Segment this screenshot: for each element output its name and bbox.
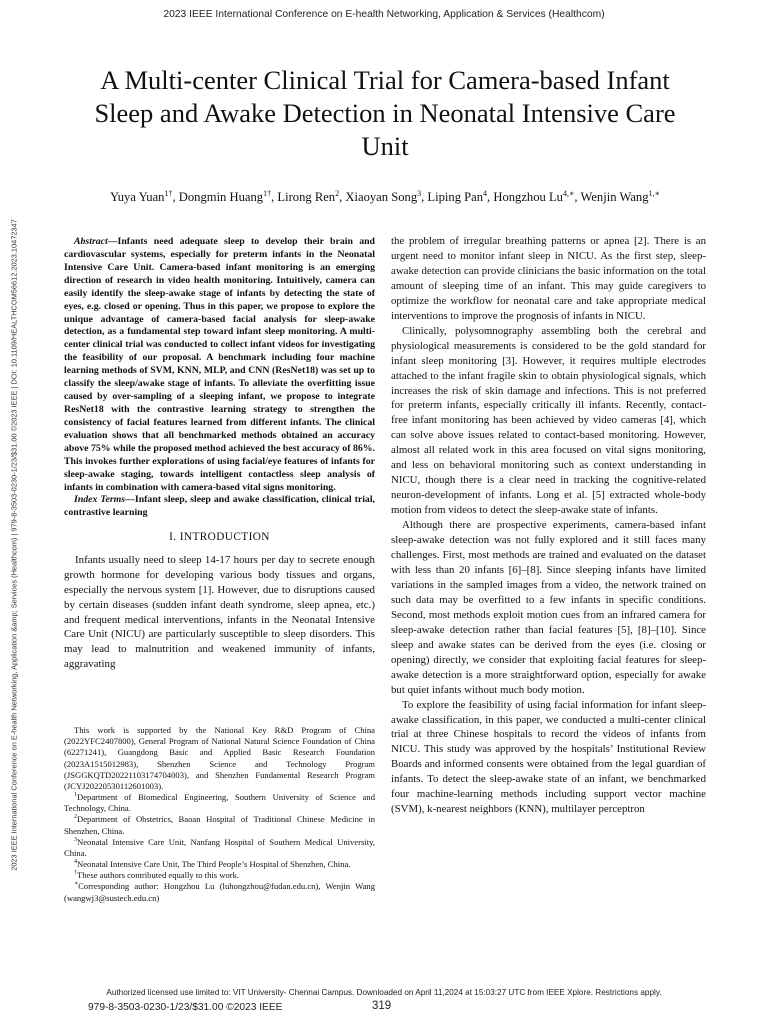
index-terms-label: Index Terms [74,494,126,506]
footnote-affiliation [64,859,375,870]
footnote-mark: ∗ [74,881,79,888]
footnote-text: This work is supported by the National Key R&D Program of China (2022YFC2407800), General Program of National Natural Science Foundation of China (62271241), Guangdong Basic and Applied Basic Research Foundation (2023A1515012983), Shenzhen Science and Technology Program (JSGGKQTD20221103174704003), and Shenzhen Fundamental Research Program (JCYJ20220530112601003). [64,725,375,791]
footnote-mark: 4 [74,859,77,866]
author-name: Xiaoyan Song [345,190,418,205]
footnote-text: These authors contributed equally to this work. [77,870,240,881]
author-affiliation: 1,∗ [648,189,660,198]
footnote-funding [64,725,375,792]
abstract [64,236,375,494]
author-affiliation: 3 [417,189,422,198]
isbn-footer: 979-8-3503-0230-1/23/$31.00 ©2023 IEEE [88,1002,283,1013]
footnote-affiliation [64,792,375,814]
footnote-affiliation [64,814,375,836]
footnote-mark: † [74,870,77,877]
footnote-mark: 2 [74,814,77,821]
paper-title: A Multi-center Clinical Trial for Camera-based Infant Sleep and Awake Detection in Neonatal Intensive Care Unit [94,65,676,162]
author-affiliation: 1† [164,189,173,198]
conference-header: 2023 IEEE International Conference on E-health Networking, Application & Services (Healthcom) [163,9,605,20]
author-affiliation: 4 [483,189,488,198]
page-number: 319 [372,1000,392,1012]
index-terms-text: —Infant sleep, sleep and awake classification, clinical trial, contrastive learning [64,494,375,519]
footnote-corresponding [64,881,375,903]
license-footer: Authorized licensed use limited to: VIT University- Chennai Campus. Downloaded on April 11,2024 at 15:03:27 UTC from IEEE Xplore. Restrictions apply. [106,988,662,997]
author-name: Yuya Yuan [110,190,165,205]
abstract-label: Abstract [74,236,108,247]
author-affiliation: 4,∗ [562,189,575,198]
footnote-mark: 3 [74,836,77,843]
footnote-equal-contribution [64,870,375,881]
index-terms [64,494,375,520]
author-affiliation: 1† [263,189,272,198]
footnotes [64,725,375,904]
footnote-text: Department of Obstetrics, Baoan Hospital of Traditional Chinese Medicine in Shenzhen, China. [64,814,375,836]
side-margin-doi [4,140,24,950]
body-paragraph: Clinically, polysomnography assembling both the cerebral and physiological measurements is considered to be the gold standard for infant sleep monitoring [3]. However, it requires multiple electrodes attached to the infant fragile skin to obtain physiological signals, which increases the risk of skin damage and infections. This is not preferred for preterm infants, especially critically ill infants. Recently, contact-free infant monitoring has been achieved by video cameras [4], which can solve above issues related to contact-based monitoring. However, almost all related work in this area focused on vital signs monitoring, and less on behavioral monitoring such as context understanding in NICU, though there is a clear need in tracking the cognitive-related neuron-development of infants. Long et al. [5] extracted whole-body motion from videos to detect the sleep-awake state of infants. [391,324,706,517]
author-name: Hongzhou Lu [493,190,563,205]
side-doi-text: 2023 IEEE International Conference on E-health Networking, Application &amp; Services (Healthcom) | 979-8-3503-0230-1/23/$31.00 ©2023 IEEE | DOI: 10.1109/HEALTHCOM56612.2023.10472347 [9,219,19,871]
footnote-text: Neonatal Intensive Care Unit, The Third People’s Hospital of Shenzhen, China. [77,859,351,870]
footnote-text: Department of Biomedical Engineering, Southern University of Science and Technology, China. [64,792,375,814]
footnote-text: Neonatal Intensive Care Unit, Nanfang Hospital of Southern Medical University, China. [64,836,375,858]
intro-paragraph: Infants usually need to sleep 14-17 hours per day to secrete enough growth hormone for developing various body tissues and organs, especially the nervous system [1]. However, due to disruptions caused by certain diseases (sudden infant death syndrome, sleep apnea, etc.) and frequent medical interventions, infants in the Neonatal Intensive Care Unit (NICU) are particularly susceptible to sleep disorders. This may lead to malnutrition and weakened immunity of infants, aggravating [64,553,375,671]
body-paragraph: To explore the feasibility of using facial information for infant sleep-awake classification, in this paper, we conducted a multi-center clinical trial at three Chinese hospitals to record the videos of infants from NICU. This study was approved by the hospitals’ Institutional Review Boards and informed consents were obtained from the legal guardian of infants. To detect the sleep-awake state of an infant, we benchmarked four machine-learning methods including support vector machine (SVM), k-nearest neighbors (KNN), multilayer perceptron [391,698,706,816]
author-name: Wenjin Wang [580,190,649,205]
section-heading-introduction: I. INTRODUCTION [169,531,270,544]
author-name: Dongmin Huang [178,190,264,205]
left-column [64,236,375,672]
author-list: Yuya Yuan$^{1\dagger}$, Dongmin Huang$^{1\dagger}$, Lirong Ren$^2$, Xiaoyan Song$^3$, Liping Pan$^4$, Hongzhou $Lu^{4,∗}$, Wenjin Wang$^{1,∗}$ [110,189,660,205]
right-column [391,234,706,817]
author-name: Liping Pan [427,190,484,205]
footnote-affiliation [64,837,375,859]
body-paragraph: Although there are prospective experiments, camera-based infant sleep-awake detection was not fully explored and it still faces many challenges. First, most methods are trained and evaluated on the dataset with less than 20 infants [6]–[8]. Since sleeping infants have limited variations in the sampled images from a video, the network trained on such data may be overfitted to a few infants in specific conditions. Second, most methods exploit motion cues from an infrared camera for sleep-awake detection rather than facial features [5], [8]–[10]. Since sleep and awake states can be derived from the eyes (i.e. closing or opening) directly, we consider that exploiting facial features for sleep-awake detection is a more straightforward option, especially for awake but quiet infants without much body motion. [391,519,706,696]
author-name: Lirong Ren [277,190,336,205]
abstract-text: —Infants need adequate sleep to develop their brain and cardiovascular systems, especially for preterm infants in the Neonatal Intensive Care Unit. Camera-based infant monitoring is an emerging direction of research in video health monitoring. Intuitively, camera can easily identify the sleep-awake stage of infants by detecting the state of eyes, e.g. closed or opening. Thus in this paper, we propose to explore the unique advantage of camera-based facial analysis for sleep-awake detection, as a fundamental step toward infant sleep monitoring. A multi-center clinical trial was conducted to collect infant videos for investigating the feasibility of our proposal. A benchmark including four machine learning methods of SVM, KNN, MLP, and CNN (ResNet18) was set up to classify the sleep/awake stage of infants. To alleviate the overfitting issue caused by over-sampling of a sleeping infant, we propose to integrate ResNet18 with the contrastive learning strategy to strengthen the consistency of facial features learned from different infants. The clinical evaluation shows that all benchmarked methods obtained an accuracy above 75% while the proposed method achieved the best accuracy of 86%. This invokes further explorations of using facial/eye features of infants for sleep-awake staging, towards intelligent contactless sleep analysis of infants in combination with camera-based vital signs monitoring. [64,236,375,493]
footnote-mark: 1 [74,792,77,799]
body-paragraph: the problem of irregular breathing patterns or apnea [2]. There is an urgent need to monitor infant sleep in NICU. As the first step, sleep-awake detection can provide clinicians the basic information on the total amount of sleeping time of an infant. This may guide caregivers to optimize the workflow for neonatal care and take appropriate medical interventions to improve the prognosis of infants in NICU. [391,235,706,322]
footnote-text: Corresponding author: Hongzhou Lu (luhongzhou@fudan.edu.cn), Wenjin Wang (wangwj3@sustech.edu.cn) [64,881,375,903]
author-affiliation: 2 [335,189,340,198]
